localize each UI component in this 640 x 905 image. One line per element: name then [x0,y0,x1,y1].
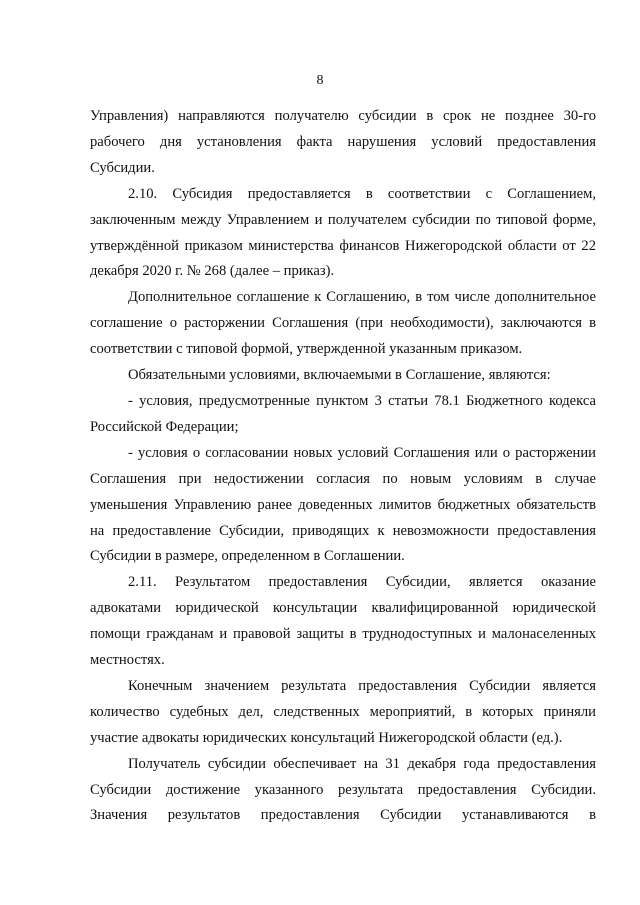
list-item-conditions-agreement: - условия о согласовании новых условий Соглашения или о расторжении Соглашения при недостижении согласия по новым условиям в случае уменьшения Управлению ранее доведенных лимитов бюджетных обязательств на предоставление Субсидии, приводящих к невозможности предоставления Субсидии в размере, определенном в Соглашении. [90,444,596,565]
paragraph-final-value: Конечным значением результата предоставления Субсидии является количество судебных дел, следственных мероприятий, в которых приняли участие адвокаты юридических консультаций Нижегородской области (ед.). [90,677,596,746]
paragraph-mandatory-conditions: Обязательными условиями, включаемыми в Соглашение, являются: [128,367,551,384]
document-body [90,104,596,829]
list-item-conditions-budget-code: - условия, предусмотренные пунктом 3 статьи 78.1 Бюджетного кодекса Российской Федерации; [90,392,596,435]
paragraph-continuation: Управления) направляются получателю субсидии в срок не позднее 30-го рабочего дня установления факта нарушения условий предоставления Субсидии. [90,108,596,176]
paragraph-additional-agreement: Дополнительное соглашение к Соглашению, в том числе дополнительное соглашение о расторжении Соглашения (при необходимости), заключаются в соответствии с типовой формой, утвержденной указанным приказом. [90,289,596,358]
paragraph-recipient-ensures: Получатель субсидии обеспечивает на 31 декабря года предоставления Субсидии достижение указанного результата предоставления Субсидии. Значения результатов предоставления Субсидии устанавливаются в [90,755,596,824]
paragraph-2-10: 2.10. Субсидия предоставляется в соответствии с Соглашением, заключенным между Управлением и получателем субсидии по типовой форме, утверждённой приказом министерства финансов Нижегородской области от 22 декабря 2020 г. № 268 (далее – приказ). [90,185,596,280]
paragraph-2-11: 2.11. Результатом предоставления Субсидии, является оказание адвокатами юридической консультации квалифицированной юридической помощи гражданам и правовой защиты в труднодоступных и малонаселенных местностях. [90,574,596,669]
page-number: 8 [316,73,324,88]
